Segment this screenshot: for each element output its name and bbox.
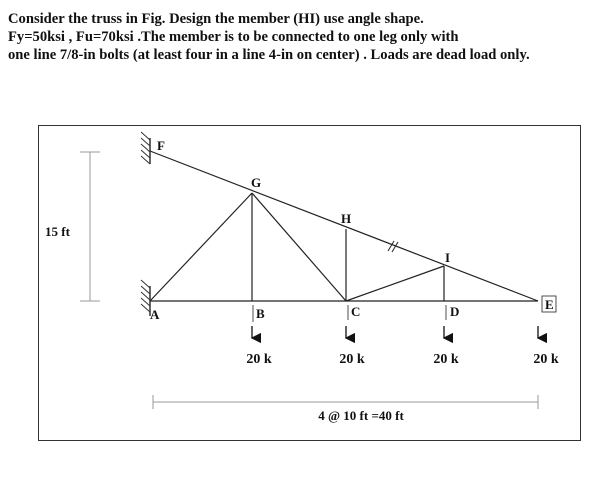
load-arrows xyxy=(252,326,538,338)
node-label-g: G xyxy=(251,175,262,190)
load-label-c: 20 k xyxy=(339,352,365,367)
node-label-a: A xyxy=(150,307,160,322)
load-label-b: 20 k xyxy=(246,352,272,367)
node-label-h: H xyxy=(341,211,352,226)
problem-line-1: Consider the truss in Fig. Design the member (HI) use angle shape. xyxy=(8,11,424,27)
member-a-g xyxy=(150,193,252,301)
node-label-f: F xyxy=(157,138,165,153)
span-dimension-line xyxy=(153,395,538,409)
member-c-i xyxy=(346,266,444,301)
node-label-c: C xyxy=(351,304,361,319)
load-label-e: 20 k xyxy=(533,352,559,367)
node-label-boxes xyxy=(253,296,556,322)
top-chord-f-e xyxy=(150,151,538,301)
wall-support-a xyxy=(141,280,150,316)
node-label-i: I xyxy=(445,250,451,265)
load-label-d: 20 k xyxy=(433,352,459,367)
wall-support-f xyxy=(141,132,150,164)
truss-members xyxy=(150,151,538,301)
node-label-b: B xyxy=(256,306,265,321)
node-label-d: D xyxy=(450,304,460,319)
span-dimension-label: 4 @ 10 ft =40 ft xyxy=(318,408,404,423)
height-dimension-label: 15 ft xyxy=(45,224,70,239)
problem-line-2: Fy=50ksi , Fu=70ksi .The member is to be connected to one leg only with xyxy=(8,29,459,45)
node-label-e: E xyxy=(545,297,554,312)
problem-line-3: one line 7/8-in bolts (at least four in a line 4-in on center) . Loads are dead load only. xyxy=(8,47,530,63)
height-dimension-line xyxy=(80,152,100,301)
